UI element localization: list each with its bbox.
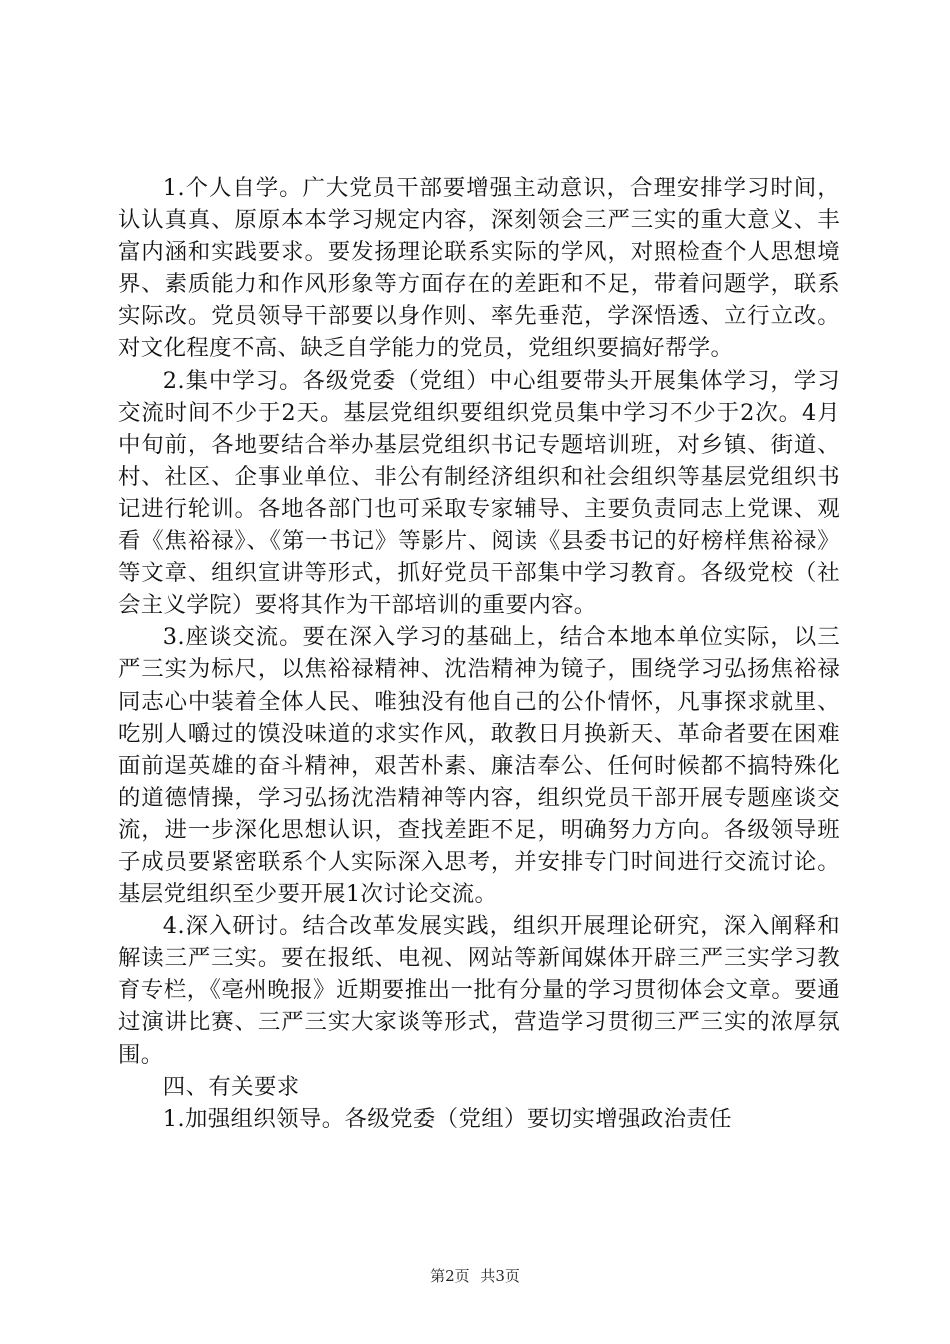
page-footer (0, 1266, 950, 1286)
paragraph-research: 4.深入研讨。结合改革发展实践，组织开展理论研究，深入阐释和解读三严三实。要在报纸、电视、网站等新闻媒体开辟三严三实学习教育专栏，《亳州晚报》近期要推出一批有分量的学习贯彻体会文章。要通过演讲比赛、三严三实大家谈等形式，营造学习贯彻三严三实的浓厚氛围。 (118, 913, 840, 1068)
page-total: 共3页 (480, 1267, 520, 1285)
page-number: 第2页 (430, 1267, 470, 1285)
paragraph-discussion: 3.座谈交流。要在深入学习的基础上，结合本地本单位实际，以三严三实为标尺，以焦裕禄精神、沈浩精神为镜子，围绕学习弘扬焦裕禄同志心中装着全体人民、唯独没有他自己的公仆情怀，凡事探求就里、吃别人嚼过的馍没味道的求实作风，敢教日月换新天、革命者要在困难面前逞英雄的奋斗精神，艰苦朴素、廉洁奉公、任何时候都不搞特殊化的道德情操，学习弘扬沈浩精神等内容，组织党员干部开展专题座谈交流，进一步深化思想认识，查找差距不足，明确努力方向。各级领导班子成员要紧密联系个人实际深入思考，并安排专门时间进行交流讨论。基层党组织至少要开展1次讨论交流。 (118, 624, 840, 908)
paragraph-leadership: 1.加强组织领导。各级党委（党组）要切实增强政治责任 (162, 1105, 732, 1132)
document-body (118, 172, 840, 1135)
paragraph-individual-study: 1.个人自学。广大党员干部要增强主动意识，合理安排学习时间，认认真真、原原本本学习规定内容，深刻领会三严三实的重大意义、丰富内涵和实践要求。要发扬理论联系实际的学风，对照检查个人思想境界、素质能力和作风形象等方面存在的差距和不足，带着问题学，联系实际改。党员领导干部要以身作则、率先垂范，学深悟透、立行立改。对文化程度不高、缺乏自学能力的党员，党组织要搞好帮学。 (118, 175, 840, 362)
section-heading-requirements: 四、有关要求 (162, 1073, 300, 1100)
paragraph-group-study: 2.集中学习。各级党委（党组）中心组要带头开展集体学习，学习交流时间不少于2天。基层党组织要组织党员集中学习不少于2次。4月中旬前，各地要结合举办基层党组织书记专题培训班，对乡镇、街道、村、社区、企事业单位、非公有制经济组织和社会组织等基层党组织书记进行轮训。各地各部门也可采取专家辅导、主要负责同志上党课、观看《焦裕禄》、《第一书记》等影片、阅读《县委书记的好榜样焦裕禄》等文章、组织宣讲等形式，抓好党员干部集中学习教育。各级党校（社会主义学院）要将其作为干部培训的重要内容。 (118, 367, 840, 619)
